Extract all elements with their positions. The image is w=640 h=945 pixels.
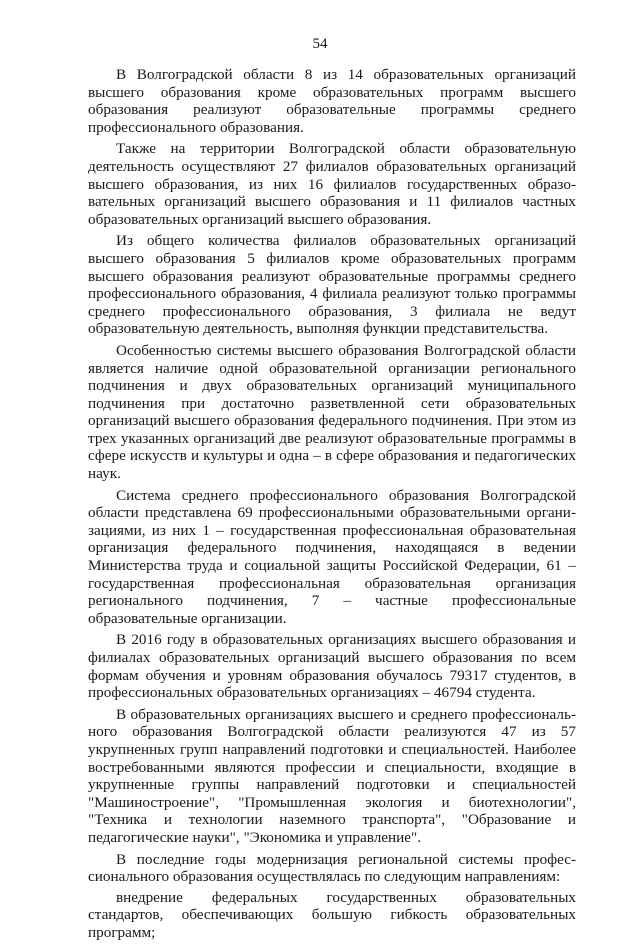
paragraph: В Волгоградской области 8 из 14 образовательных организаций высшего образования кроме образовательных программ высшего образования реализуют образовательные программы среднего профессионального образования. [88, 66, 576, 136]
paragraph: внедрение федеральных государственных образовательных стандартов, обеспечивающих большую гибкость образовательных программ; [88, 888, 576, 941]
paragraph: Система среднего профессионального образования Волгоградской области представлена 69 профессиональными образовательными организациями, из них 1 – государственная профессиональная образовательная организация федерального подчинения, находящаяся в ведении Министерства труда и социальной защиты Российской Федерации, 61 – государственная профессиональная образовательная организация регионального подчинения, 7 – частные профессиональные образовательные организации. [88, 486, 576, 627]
paragraph: В 2016 году в образовательных организациях высшего образования и филиалах образовательных организаций высшего образования по всем формам обучения и уровням образования обучалось 79317 студентов, в профессиональных образовательных организациях – 46794 студента. [88, 631, 576, 702]
paragraph: Также на территории Волгоградской области образовательную деятельность осуществляют 27 филиалов образовательных организаций высшего образования, из них 16 филиалов государственных образовательных организаций высшего образования и 11 филиалов частных образовательных организаций высшего образования. [88, 140, 576, 228]
paragraph: Особенностью системы высшего образования Волгоградской области является наличие одной образовательной организации регионального подчинения и двух образовательных организаций муниципального подчинения при достаточно разветвленной сети образовательных организаций высшего образования федерального подчинения. При этом из трех указанных организаций две реализуют образовательные программы в сфере искусств и культуры и одна – в сфере образования и педагогических наук. [88, 341, 576, 483]
paragraph: В образовательных организациях высшего и среднего профессионального образования Волгоградской области реализуются 47 из 57 укрупненных групп направлений подготовки и специальностей. Наиболее востребованными являются профессии и специальности, входящие в укрупненные группы направлений подготовки и специальностей "Машиностроение", "Промышленная экология и биотехнологии", "Техника и технологии наземного транспорта", "Образование и педагогические науки", "Экономика и управление". [88, 705, 576, 846]
paragraph: Из общего количества филиалов образовательных организаций высшего образования 5 филиалов кроме образовательных программ высшего образования реализуют образовательные программы среднего профессионального образования, 4 филиала реализуют только программы среднего профессионального образования, 3 филиала не ведут образовательную деятельность, выполняя функции представительства. [88, 232, 576, 338]
paragraph: В последние годы модернизация региональной системы профессионального образования осуществлялась по следующим направлениям: [88, 850, 576, 886]
document-body [88, 66, 576, 945]
page-number: 54 [312, 36, 328, 52]
